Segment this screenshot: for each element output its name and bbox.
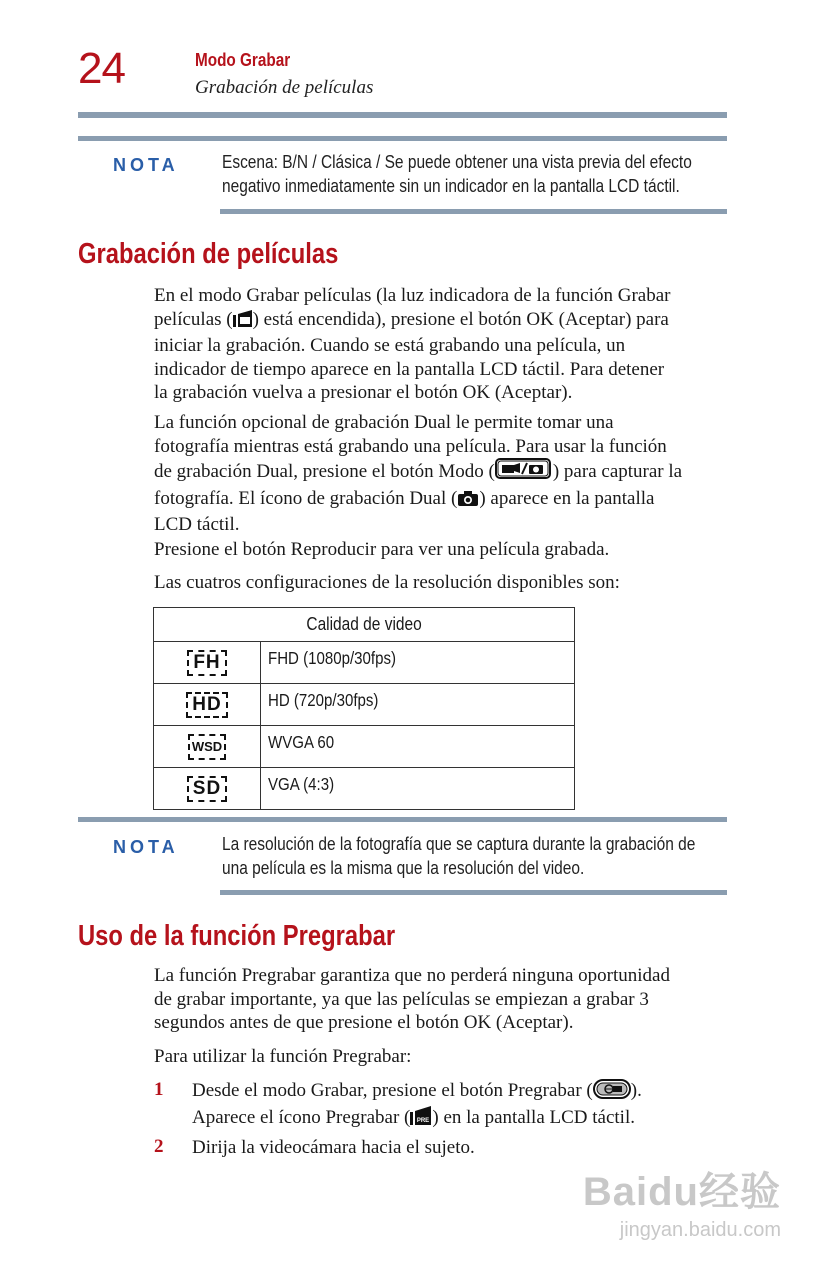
text-line: Desde el modo Grabar, presione el botón Pregrabar ( ).: [192, 1079, 642, 1106]
note-bottom-rule: [220, 209, 727, 214]
hd-icon: HD: [186, 692, 227, 718]
step-number: 1: [154, 1079, 164, 1100]
text-line: La función opcional de grabación Dual le permite tomar una: [154, 412, 614, 433]
text-line: indicador de tiempo aparece en la pantalla LCD táctil. Para detener: [154, 358, 665, 380]
note-line: una película es la misma que la resolución del video.: [222, 858, 585, 878]
step-text: [192, 1079, 642, 1132]
resolution-icon-cell: [154, 768, 261, 810]
note-top-rule: [78, 136, 727, 141]
table-row: [154, 684, 575, 726]
step-text: Dirija la videocámara hacia el sujeto.: [192, 1137, 475, 1158]
header-section-title: Modo Grabar: [195, 50, 291, 70]
table-header: Calidad de video: [154, 608, 575, 642]
text-line: En el modo Grabar películas (la luz indicadora de la función Grabar: [154, 285, 671, 306]
wsd-icon: WSD: [188, 734, 226, 760]
page-number: 24: [78, 44, 125, 93]
text-line: iniciar la grabación. Cuando se está grabando una película, un: [154, 335, 626, 356]
resolution-table: [153, 607, 575, 810]
note-line: Escena: B/N / Clásica / Se puede obtener una vista previa del efecto: [222, 152, 692, 172]
paragraph: [154, 411, 682, 537]
watermark-url: jingyan.baidu.com: [619, 1219, 781, 1241]
table-row: [154, 726, 575, 768]
mode-button-icon: [495, 458, 553, 487]
header-rule: [78, 112, 727, 118]
resolution-label-cell: WVGA 60: [261, 726, 575, 768]
resolution-label-cell: FHD (1080p/30fps): [261, 642, 575, 684]
resolution-label-cell: VGA (4:3): [261, 768, 575, 810]
resolution-icon-cell: [154, 642, 261, 684]
pre-record-button-icon: [593, 1079, 631, 1106]
note-text: [222, 832, 695, 880]
note-line: negativo inmediatamente sin un indicador en la pantalla LCD táctil.: [222, 176, 680, 196]
watermark-brand: Baidu经验: [582, 1170, 781, 1214]
paragraph: [154, 964, 670, 1035]
text-line: fotografía. El ícono de grabación Dual ( ) aparece en la pantalla: [154, 487, 682, 514]
header-subsection-title: Grabación de películas: [195, 77, 374, 98]
text-line: LCD táctil.: [154, 514, 240, 535]
text-line: la grabación vuelva a presionar el botón OK (Aceptar).: [154, 382, 573, 403]
paragraph: [154, 284, 670, 405]
table-row: [154, 642, 575, 684]
sd-icon: SD: [187, 776, 227, 802]
paragraph: Presione el botón Reproducir para ver una película grabada.: [154, 539, 610, 560]
table-row: [154, 768, 575, 810]
text-line: segundos antes de que presione el botón OK (Aceptar).: [154, 1012, 574, 1033]
svg-text:PRE: PRE: [417, 1117, 430, 1124]
note-bottom-rule: [220, 890, 727, 895]
watermark: [583, 1160, 781, 1242]
resolution-icon-cell: [154, 684, 261, 726]
text-line: Aparece el ícono Pregrabar ( PRE ) en la pantalla LCD táctil.: [192, 1106, 642, 1133]
resolution-label-cell: HD (720p/30fps): [261, 684, 575, 726]
resolution-icon-cell: [154, 726, 261, 768]
table-header-row: [154, 608, 575, 642]
pre-record-icon: [410, 1106, 432, 1133]
text-line: La función Pregrabar garantiza que no perderá ninguna oportunidad: [154, 965, 670, 986]
movie-record-icon: [233, 310, 253, 335]
paragraph: Para utilizar la función Pregrabar:: [154, 1046, 412, 1067]
note-line: La resolución de la fotografía que se captura durante la grabación de: [222, 834, 696, 854]
note-text: [222, 150, 692, 198]
text-line: de grabar importante, ya que las películas se empiezan a grabar 3: [154, 988, 649, 1010]
paragraph: Las cuatros configuraciones de la resolución disponibles son:: [154, 572, 620, 593]
section-heading: Grabación de películas: [78, 238, 339, 270]
fhd-icon: FH: [187, 650, 226, 676]
note-label: NOTA: [113, 155, 179, 175]
note-label: NOTA: [113, 837, 179, 857]
text-line: películas ( ) está encendida), presione el botón OK (Aceptar) para: [154, 308, 670, 335]
camera-icon: [457, 489, 479, 514]
step-number: 2: [154, 1136, 164, 1157]
text-line: fotografía mientras está grabando una película. Para usar la función: [154, 435, 667, 457]
text-line: de grabación Dual, presione el botón Modo ( ) para capturar la: [154, 458, 682, 487]
section-heading: Uso de la función Pregrabar: [78, 920, 396, 952]
note-top-rule: [78, 817, 727, 822]
